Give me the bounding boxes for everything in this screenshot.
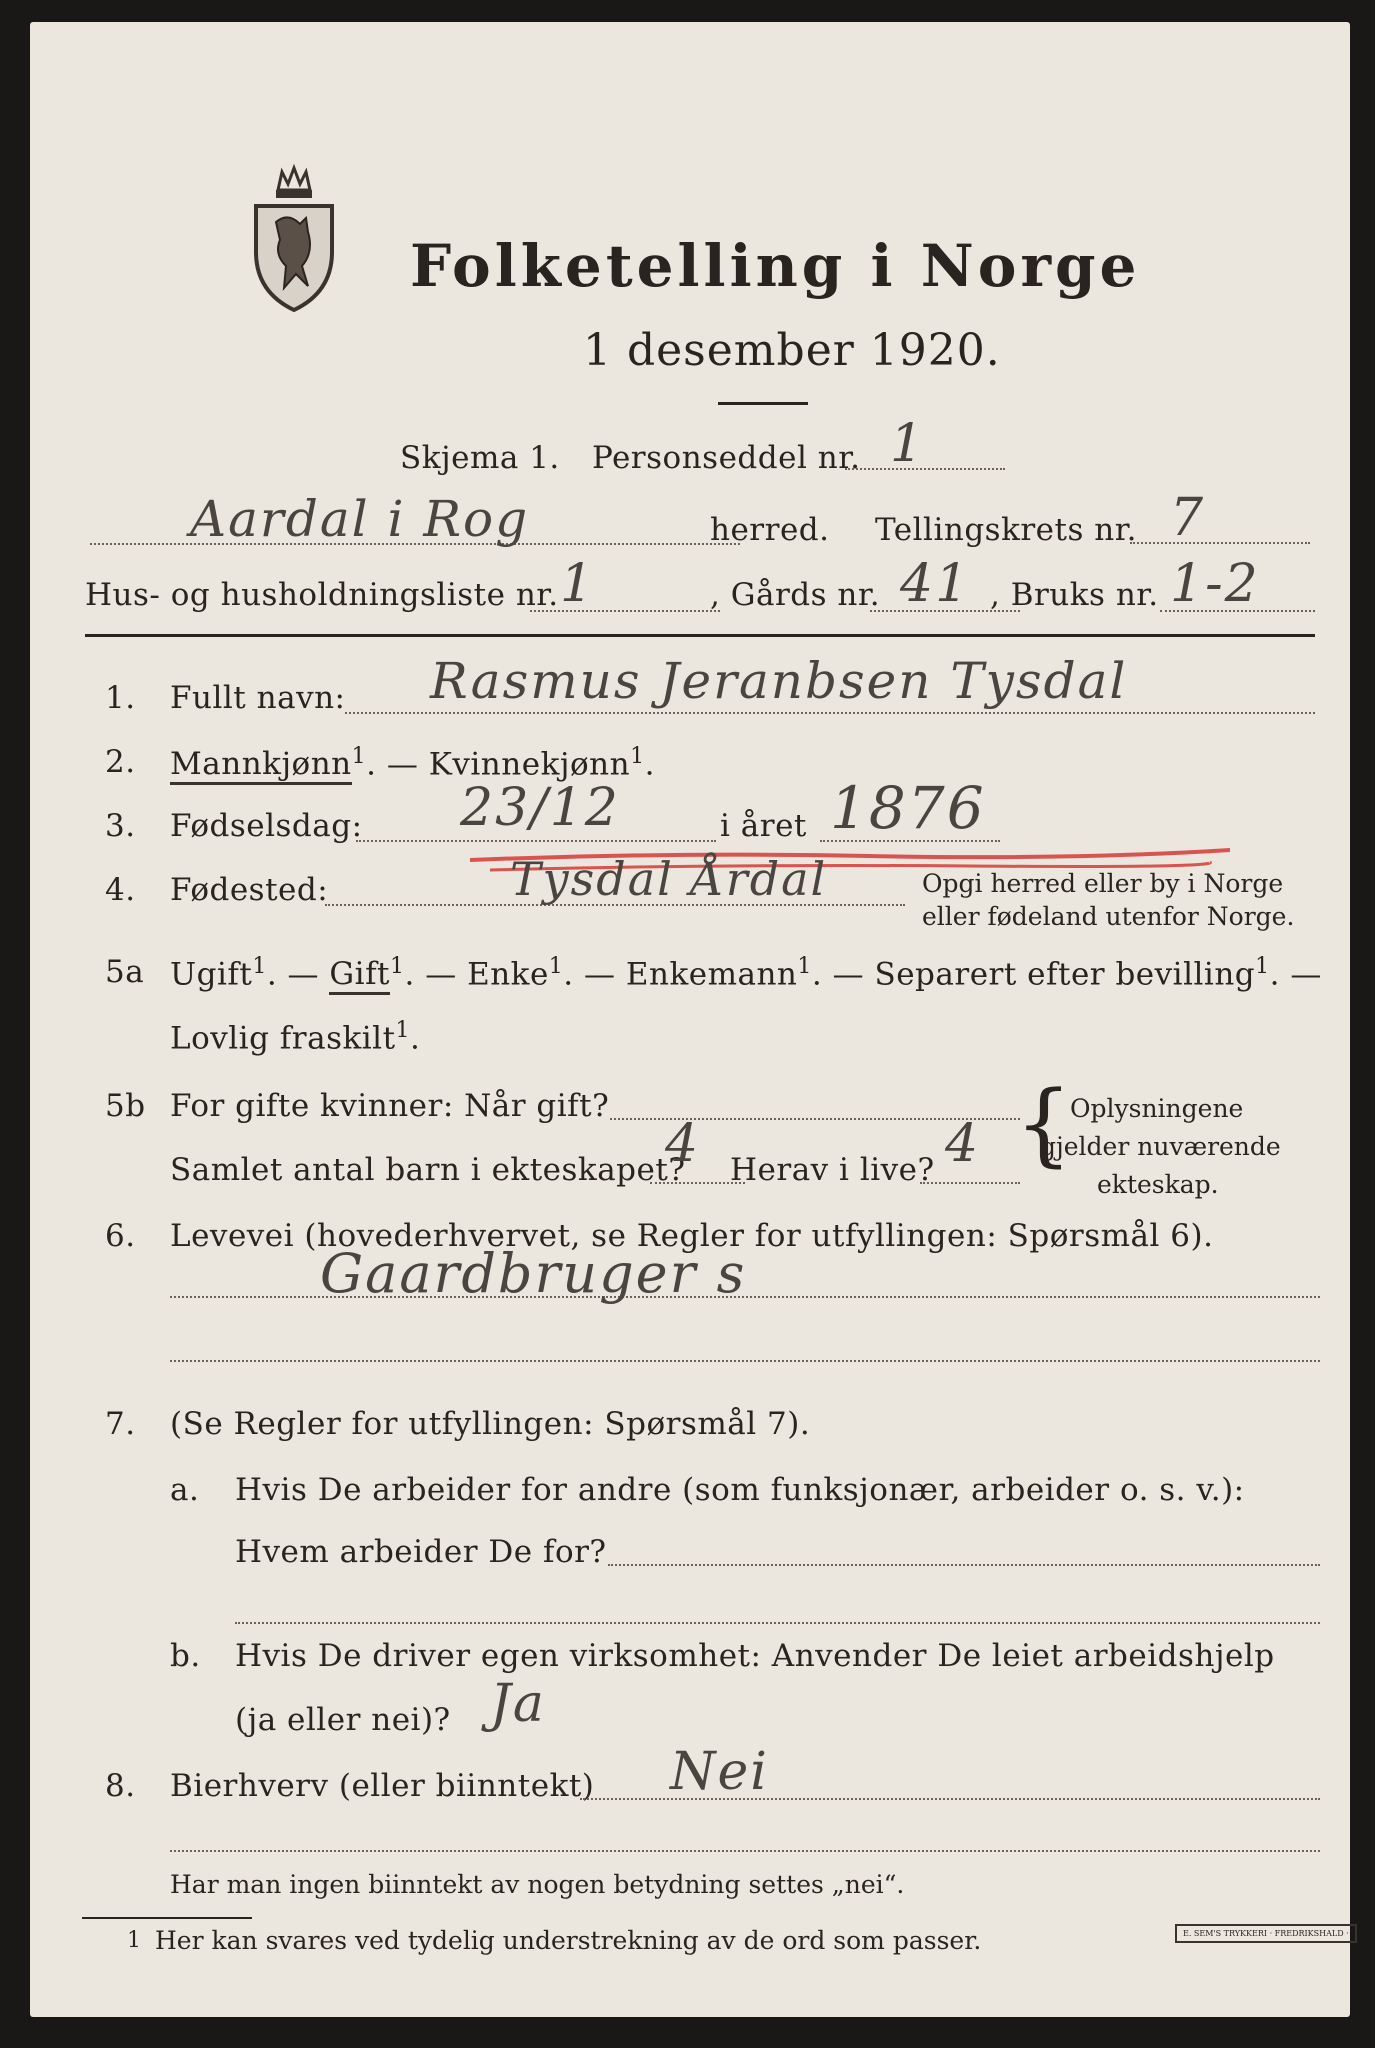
q3-label: Fødselsdag: bbox=[170, 808, 363, 844]
herred-value: Aardal i Rog bbox=[190, 490, 530, 548]
nei-note: Har man ingen biinntekt av nogen betydning settes „nei“. bbox=[170, 1870, 905, 1899]
q7b-text-line2: (ja eller nei)? bbox=[235, 1702, 451, 1738]
q2-options: Mannkjønn$^1$. — Kvinnekjønn$^1$. bbox=[170, 744, 655, 782]
gift-option: Gift bbox=[329, 956, 390, 995]
q5b-note-line3: ekteskap. bbox=[1097, 1170, 1219, 1199]
footnote-rule bbox=[82, 1917, 252, 1919]
q5b-label-children: Samlet antal barn i ekteskapet? bbox=[170, 1152, 686, 1188]
full-name-value: Rasmus Jeranbsen Tysdal bbox=[430, 652, 1128, 710]
q8-number: 8. bbox=[105, 1768, 136, 1804]
title-divider bbox=[718, 402, 808, 405]
bruks-label: , Bruks nr. bbox=[990, 577, 1159, 613]
mannkjonn-option: Mannkjønn bbox=[170, 746, 352, 785]
form-title: Folketelling i Norge bbox=[410, 232, 1141, 300]
bruks-value: 1-2 bbox=[1170, 554, 1260, 614]
q7-number: 7. bbox=[105, 1406, 136, 1442]
gards-label: , Gårds nr. bbox=[710, 577, 881, 613]
q5a-options-line2: Lovlig fraskilt$^1$. bbox=[170, 1018, 421, 1057]
q7b-text: Hvis De driver egen virksomhet: Anvender De leiet arbeidshjelp bbox=[235, 1638, 1275, 1674]
q5b-note-line1: Oplysningene bbox=[1070, 1094, 1244, 1123]
q6-number: 6. bbox=[105, 1218, 136, 1254]
personseddel-label: Personseddel nr. bbox=[592, 440, 861, 476]
tellingskrets-label: Tellingskrets nr. bbox=[875, 512, 1137, 548]
q7a-letter: a. bbox=[170, 1472, 200, 1508]
separert-option: Separert efter bevilling bbox=[874, 956, 1256, 993]
hus-value: 1 bbox=[560, 554, 596, 614]
personseddel-value: 1 bbox=[890, 414, 926, 474]
hired-help-value: Ja bbox=[490, 1674, 546, 1734]
q5b-note-line2: gjelder nuværende bbox=[1040, 1132, 1281, 1161]
side-income-value: Nei bbox=[670, 1742, 769, 1802]
birth-year-value: 1876 bbox=[830, 774, 986, 842]
q1-label: Fullt navn: bbox=[170, 680, 346, 716]
gards-value: 41 bbox=[900, 554, 971, 614]
q6-label: Levevei (hovederhvervet, se Regler for utfyllingen: Spørsmål 6). bbox=[170, 1218, 1214, 1254]
q5b-label-when-married: For gifte kvinner: Når gift? bbox=[170, 1088, 610, 1124]
q4-note-line2: eller fødeland utenfor Norge. bbox=[922, 902, 1295, 931]
birthday-value: 23/12 bbox=[460, 778, 620, 838]
kvinnekjonn-option: Kvinnekjønn bbox=[428, 746, 631, 783]
q5b-number: 5b bbox=[105, 1088, 146, 1124]
children-alive-value: 4 bbox=[945, 1114, 981, 1174]
enkemann-option: Enkemann bbox=[625, 956, 798, 993]
lovlig-fraskilt-option: Lovlig fraskilt bbox=[170, 1020, 396, 1057]
q7a-text-line2: Hvem arbeider De for? bbox=[235, 1534, 607, 1570]
q8-label: Bierhverv (eller biinntekt) bbox=[170, 1768, 595, 1804]
q7a-text: Hvis De arbeider for andre (som funksjonær, arbeider o. s. v.): bbox=[235, 1472, 1245, 1508]
q7-label: (Se Regler for utfyllingen: Spørsmål 7). bbox=[170, 1406, 811, 1442]
footnote-text: Her kan svares ved tydelig understrekning av de ord som passer. bbox=[155, 1926, 982, 1955]
coat-of-arms-icon bbox=[248, 162, 340, 312]
herred-label: herred. bbox=[710, 512, 830, 548]
q1-number: 1. bbox=[105, 680, 136, 716]
census-date: 1 desember 1920. bbox=[583, 325, 1001, 376]
q4-number: 4. bbox=[105, 872, 136, 908]
birthplace-value: Tysdal Årdal bbox=[510, 852, 828, 906]
tellingskrets-value: 7 bbox=[1170, 488, 1206, 548]
q5b-brace: { bbox=[1015, 1072, 1073, 1177]
q5a-number: 5a bbox=[105, 954, 145, 990]
enke-option: Enke bbox=[467, 956, 549, 993]
footnote-mark: 1 bbox=[127, 1928, 141, 1953]
census-form-sheet bbox=[30, 22, 1350, 2017]
q3-number: 3. bbox=[105, 808, 136, 844]
q2-number: 2. bbox=[105, 744, 136, 780]
hus-label: Hus- og husholdningsliste nr. bbox=[85, 577, 559, 613]
header-rule bbox=[85, 634, 1315, 637]
skjema-label: Skjema 1. bbox=[400, 440, 560, 476]
year-label: i året bbox=[720, 808, 807, 844]
ugift-option: Ugift bbox=[170, 956, 253, 993]
q4-label: Fødested: bbox=[170, 872, 329, 908]
q4-note-line1: Opgi herred eller by i Norge bbox=[922, 869, 1284, 898]
q5a-options: Ugift$^1$. — Gift$^1$. — Enke$^1$. — Enkemann$^1$. — Separert efter bevilling$^1$. — bbox=[170, 954, 1322, 992]
occupation-value: Gaardbruger s bbox=[320, 1242, 747, 1305]
q7b-letter: b. bbox=[170, 1638, 201, 1674]
children-total-value: 4 bbox=[665, 1114, 701, 1174]
q5b-label-alive: Herav i live? bbox=[730, 1152, 935, 1188]
printer-stamp: E. SEM'S TRYKKERI · FREDRIKSHALD · bbox=[1175, 1924, 1357, 1943]
